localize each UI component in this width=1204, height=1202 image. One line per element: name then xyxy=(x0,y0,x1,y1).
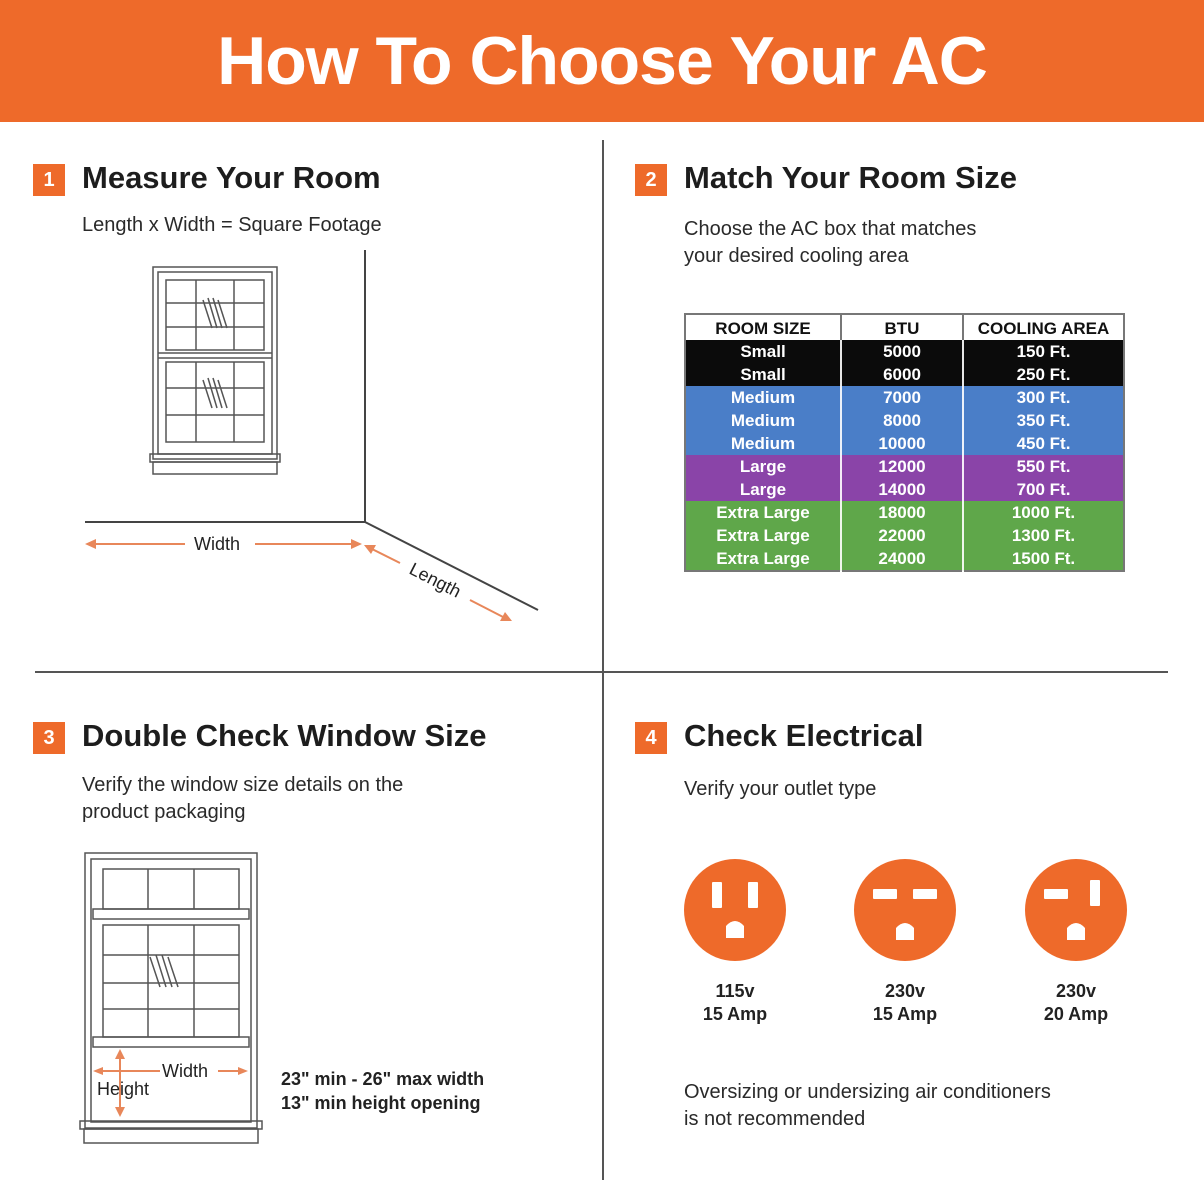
cooling-area-cell: 350 Ft. xyxy=(963,409,1124,432)
step2-text-line2: your desired cooling area xyxy=(684,245,909,267)
step4-subtitle: Verify your outlet type xyxy=(684,778,877,800)
btu-cell: 12000 xyxy=(841,455,963,478)
cooling-area-cell: 550 Ft. xyxy=(963,455,1124,478)
step1-title: Measure Your Room xyxy=(82,160,381,195)
step4-note-line2: is not recommended xyxy=(684,1108,866,1130)
btu-table-header xyxy=(685,314,1124,340)
window-measure-icon xyxy=(80,853,262,1143)
btu-cell: 7000 xyxy=(841,386,963,409)
btu-cell: 10000 xyxy=(841,432,963,455)
room-size-cell: Small xyxy=(740,364,786,384)
btu-cell: 14000 xyxy=(841,478,963,501)
btu-cell: 5000 xyxy=(841,340,963,363)
room-size-cell: Extra Large xyxy=(716,525,810,545)
header-room-size: ROOM SIZE xyxy=(685,314,841,340)
outlet3-voltage: 230v xyxy=(1055,981,1097,1001)
window-size-diagram xyxy=(0,845,520,1155)
cooling-area-cell: 700 Ft. xyxy=(963,478,1124,501)
btu-cell: 8000 xyxy=(841,409,963,432)
btu-cell: 6000 xyxy=(841,363,963,386)
room-size-cell: Large xyxy=(739,479,787,499)
btu-table-row xyxy=(685,409,1124,432)
vertical-divider xyxy=(602,140,604,1180)
step4-title: Check Electrical xyxy=(684,718,924,753)
outlet1-label xyxy=(675,980,795,1026)
btu-cell: 24000 xyxy=(841,547,963,571)
outlet2-voltage: 230v xyxy=(884,981,926,1001)
step2-title: Match Your Room Size xyxy=(684,160,1018,195)
room-diagram xyxy=(0,240,540,640)
room-size-cell: Medium xyxy=(730,387,796,407)
window-width-label: Width xyxy=(162,1061,209,1081)
outlet3-amps: 20 Amp xyxy=(1043,1004,1109,1024)
step1-badge: 1 xyxy=(33,164,65,196)
cooling-area-cell: 150 Ft. xyxy=(963,340,1124,363)
btu-table-row xyxy=(685,501,1124,524)
btu-cell: 22000 xyxy=(841,524,963,547)
step3-text-line1: Verify the window size details on the xyxy=(82,774,404,796)
cooling-area-cell: 1500 Ft. xyxy=(963,547,1124,571)
header-cooling-area: COOLING AREA xyxy=(963,314,1124,340)
btu-table xyxy=(684,313,1125,572)
cooling-area-cell: 250 Ft. xyxy=(963,363,1124,386)
window-spec-line1: 23" min - 26" max width xyxy=(281,1069,485,1089)
btu-table-row xyxy=(685,340,1124,363)
width-label: Width xyxy=(194,534,241,554)
header-banner xyxy=(0,0,1204,122)
room-size-cell: Medium xyxy=(730,433,796,453)
btu-table-row xyxy=(685,386,1124,409)
room-size-cell: Extra Large xyxy=(716,502,810,522)
room-size-cell: Extra Large xyxy=(716,548,810,568)
outlet-115v-15a-icon xyxy=(683,858,787,962)
window-height-label: Height xyxy=(97,1079,150,1099)
btu-table-row xyxy=(685,455,1124,478)
step1-subtitle: Length x Width = Square Footage xyxy=(82,214,382,236)
btu-table-row xyxy=(685,547,1124,571)
btu-cell: 18000 xyxy=(841,501,963,524)
outlet2-label xyxy=(845,980,965,1026)
step4-badge: 4 xyxy=(635,722,667,754)
btu-table-row xyxy=(685,478,1124,501)
step4-note-line1: Oversizing or undersizing air conditioners xyxy=(684,1081,1051,1103)
outlet-230v-20a-icon xyxy=(1024,858,1128,962)
window-icon xyxy=(150,267,280,474)
length-label: Length xyxy=(406,558,465,602)
outlet3-label xyxy=(1016,980,1136,1026)
cooling-area-cell: 1300 Ft. xyxy=(963,524,1124,547)
cooling-area-cell: 1000 Ft. xyxy=(963,501,1124,524)
step2-text-line1: Choose the AC box that matches xyxy=(684,218,977,240)
room-size-cell: Medium xyxy=(730,410,796,430)
outlet-230v-15a-icon xyxy=(853,858,957,962)
btu-table-row xyxy=(685,524,1124,547)
header-btu: BTU xyxy=(841,314,963,340)
room-size-cell: Small xyxy=(740,341,786,361)
btu-table-row xyxy=(685,363,1124,386)
cooling-area-cell: 300 Ft. xyxy=(963,386,1124,409)
outlet2-amps: 15 Amp xyxy=(872,1004,938,1024)
btu-table-row xyxy=(685,432,1124,455)
window-spec-line2: 13" min height opening xyxy=(281,1093,481,1113)
step2-badge: 2 xyxy=(635,164,667,196)
step3-badge: 3 xyxy=(33,722,65,754)
step3-text-line2: product packaging xyxy=(82,801,246,823)
outlet1-voltage: 115v xyxy=(715,981,755,1001)
page-title: How To Choose Your AC xyxy=(217,23,987,99)
outlet1-amps: 15 Amp xyxy=(702,1004,768,1024)
horizontal-divider xyxy=(35,671,1168,673)
room-size-cell: Large xyxy=(739,456,787,476)
cooling-area-cell: 450 Ft. xyxy=(963,432,1124,455)
step3-title: Double Check Window Size xyxy=(82,718,487,753)
